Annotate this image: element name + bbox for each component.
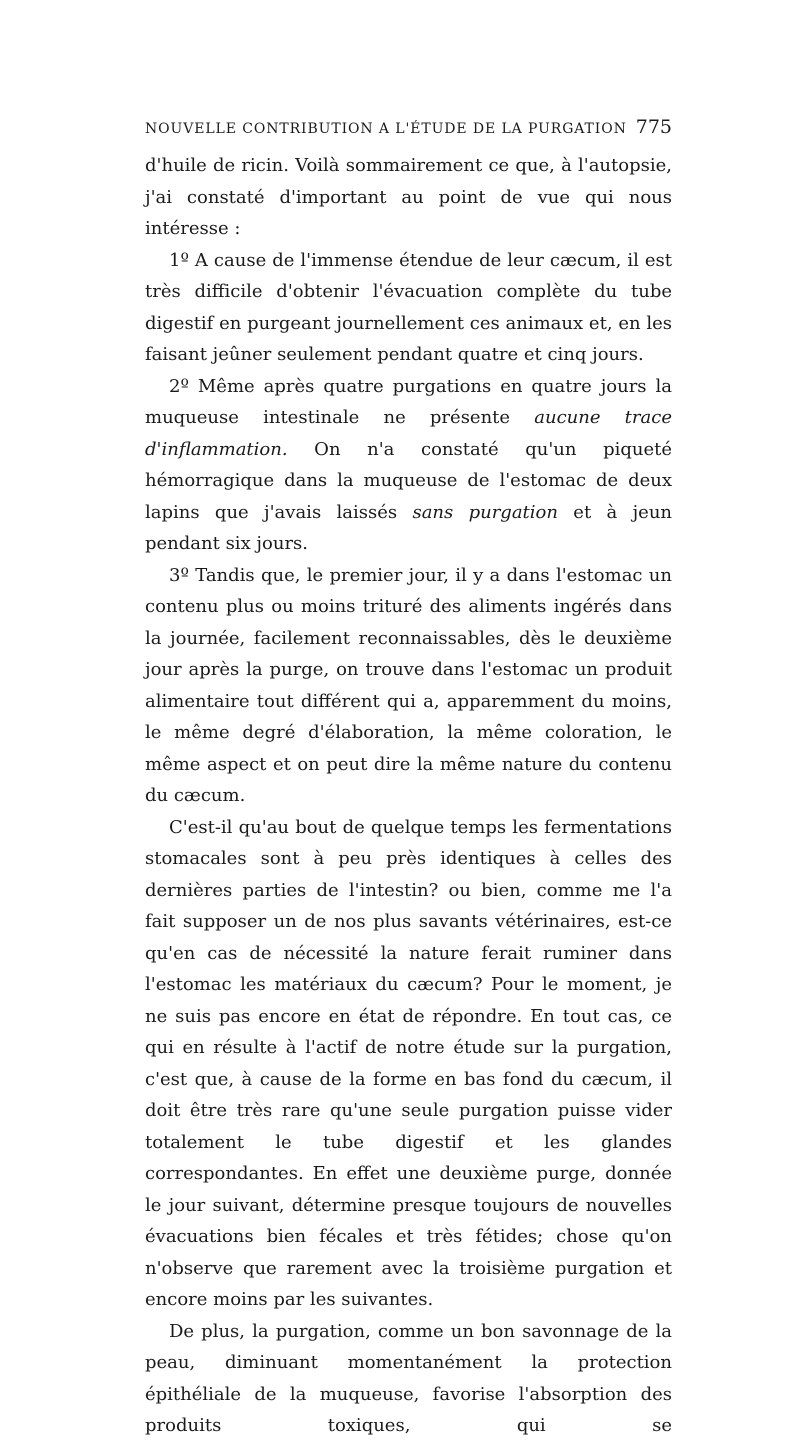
book-page [145,112,672,1442]
paragraph-3 [145,371,672,560]
running-head [145,112,672,144]
paragraph-2 [145,245,672,371]
page-number: 775 [635,116,672,138]
paragraph-6 [145,1316,672,1442]
paragraph-text: C'est-il qu'au bout de quelque temps les fermentations stomacales sont à peu près identiques à celles des dernières parties de l'intestin? ou bien, comme me l'a fait supposer un de nos plus savants vétérinaires, est-ce qu'en cas de nécessité la nature ferait ruminer dans l'estomac les matériaux du cæcum? Pour le moment, je ne suis pas encore en état de répondre. En tout cas, ce qui en résulte à l'actif de notre étude sur la purgation, c'est que, à cause de la forme en bas fond du cæcum, il doit être très rare qu'une seule purgation puisse vider totalement le tube digestif et les glandes correspondantes. En effet une deuxième purge, donnée le jour suivant, détermine presque toujours de nouvelles évacuations bien fécales et très fétides; chose qu'on n'observe que rarement avec la troisième purgation et encore moins par les suivantes. [145,816,672,1310]
paragraph-1 [145,150,672,245]
paragraph-text: 2º Même après quatre purgations en quatre jours la muqueuse intestinale ne présente [145,375,672,428]
italic-emphasis: aucune trace d'inflammation. [145,407,672,460]
paragraph-4 [145,560,672,812]
paragraph-text: 1º A cause de l'immense étendue de leur cæcum, il est très difficile d'obtenir l'évacuation complète du tube digestif en purgeant journellement ces animaux et, en les faisant jeûner seulement pendant quatre et cinq jours. [145,249,672,365]
paragraph-text: 3º Tandis que, le premier jour, il y a dans l'estomac un contenu plus ou moins trituré des aliments ingérés dans la journée, facilement reconnaissables, dès le deuxième jour après la purge, on trouve dans l'estomac un produit alimentaire tout différent qui a, apparemment du moins, le même degré d'élaboration, la même coloration, le même aspect et on peut dire la même nature du contenu du cæcum. [145,564,672,806]
paragraph-text: On n'a constaté qu'un piqueté hémorragique dans la muqueuse de l'estomac de deux lapins que j'avais laissés [145,438,672,523]
body-text [145,150,672,1442]
paragraph-5 [145,812,672,1316]
paragraph-text: d'huile de ricin. Voilà sommairement ce que, à l'autopsie, j'ai constaté d'important au point de vue qui nous intéresse : [145,155,672,239]
paragraph-text: et à jeun pendant six jours. [145,501,673,554]
italic-emphasis: sans purgation [412,501,558,523]
paragraph-text: De plus, la purgation, comme un bon savonnage de la peau, diminuant momentanément la protection épithéliale de la muqueuse, favorise l'absorption des produits toxiques, qui se [145,1320,672,1436]
running-title: NOUVELLE CONTRIBUTION A L'ÉTUDE DE LA PURGATION [145,121,627,137]
